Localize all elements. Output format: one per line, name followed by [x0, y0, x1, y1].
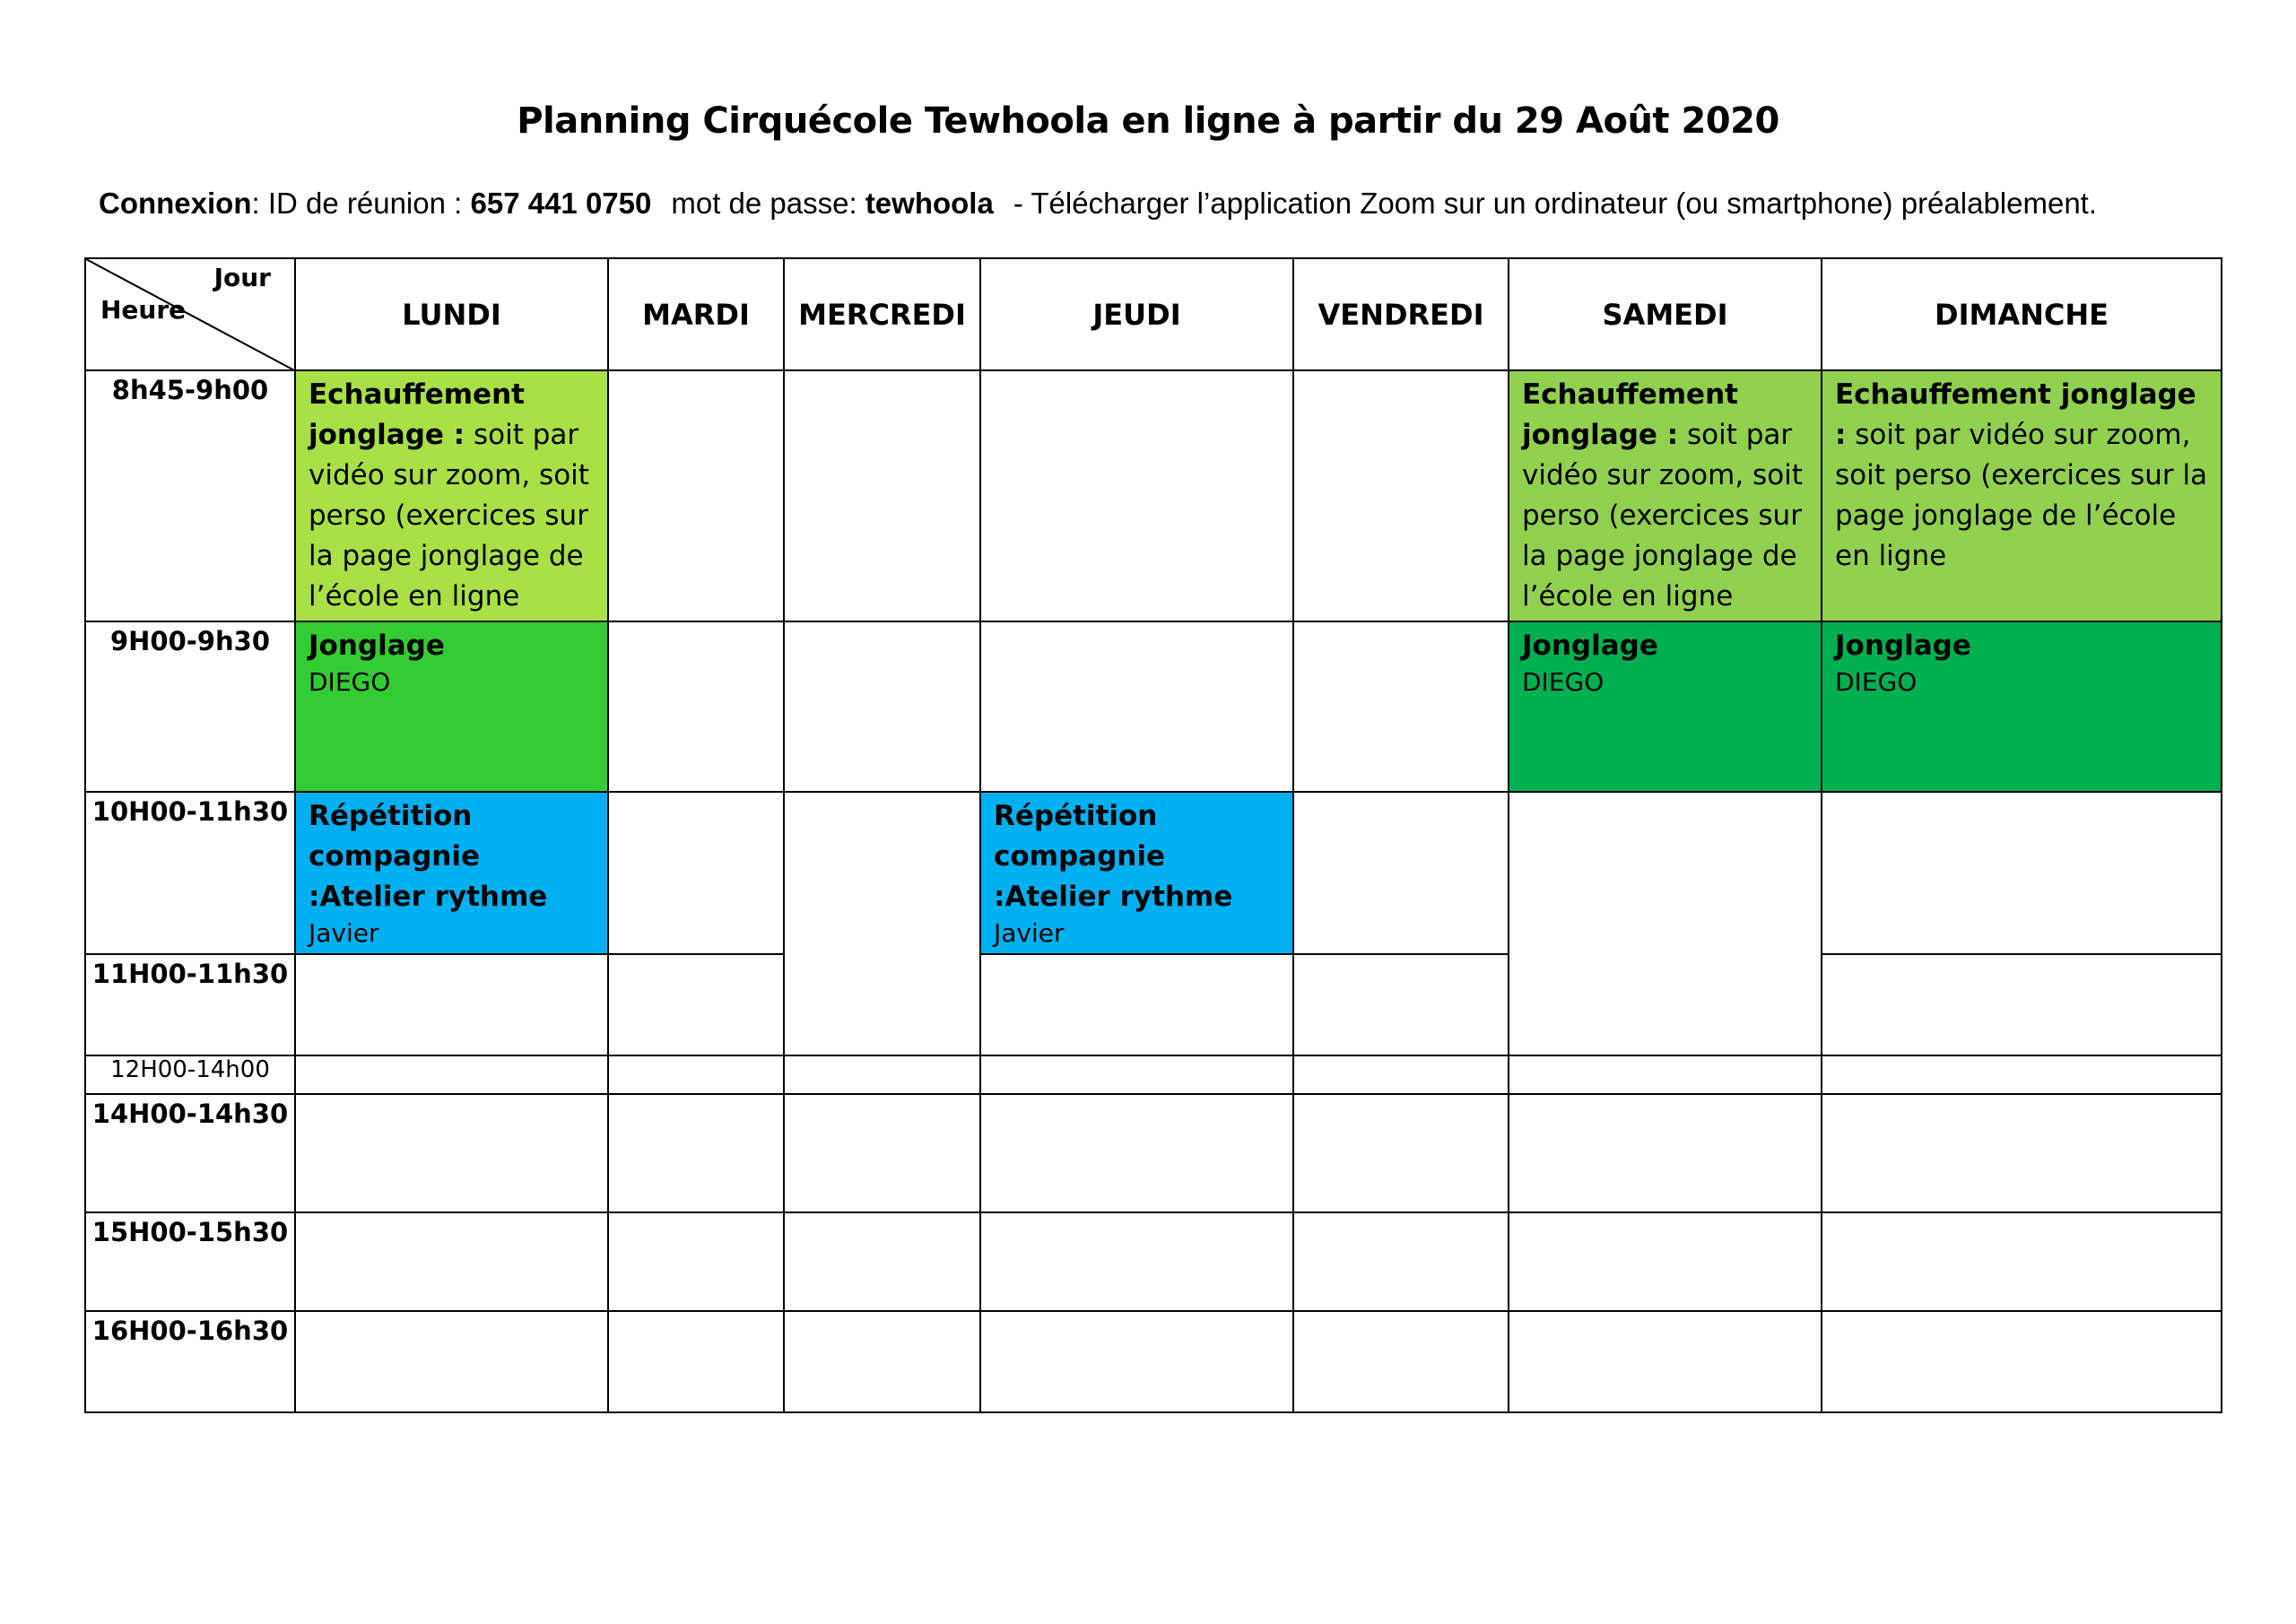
empty-cell — [1509, 1094, 1822, 1212]
connection-info — [99, 187, 2097, 221]
empty-cell-merged — [1509, 792, 1822, 1055]
empty-cell — [784, 1055, 980, 1094]
time-slot: 15H00-15h30 — [85, 1212, 295, 1311]
time-slot: 9H00-9h30 — [85, 621, 295, 792]
schedule-row — [85, 1212, 2222, 1311]
empty-cell — [1293, 370, 1509, 621]
page-title: Planning Cirquécole Tewhoola en ligne à partir du 29 Août 2020 — [517, 100, 1779, 142]
schedule-row — [85, 1311, 2222, 1412]
activity-title: Répétition compagnie :Atelier rythme — [994, 800, 1233, 913]
activity-title: Echauffement jonglage : — [1522, 378, 1738, 451]
day-header-lundi: LUNDI — [295, 258, 608, 370]
day-header-vendredi: VENDREDI — [1293, 258, 1509, 370]
empty-cell — [1822, 1311, 2222, 1412]
empty-cell — [295, 1055, 608, 1094]
corner-day-label: Jour — [213, 263, 271, 292]
activity-title: Répétition compagnie :Atelier rythme — [309, 800, 548, 913]
empty-cell — [1509, 1311, 1822, 1412]
activity-title: Echauffement jonglage : — [309, 378, 525, 451]
empty-cell — [1293, 1311, 1509, 1412]
time-slot: 12H00-14h00 — [85, 1055, 295, 1094]
empty-cell — [1293, 1212, 1509, 1311]
empty-cell — [980, 1094, 1293, 1212]
day-header-jeudi: JEUDI — [980, 258, 1293, 370]
empty-cell — [980, 954, 1293, 1055]
zoom-instructions: - Télécharger l’application Zoom sur un ordinateur (ou smartphone) préalablement. — [1013, 187, 2098, 220]
empty-cell — [1293, 792, 1509, 954]
day-header-samedi: SAMEDI — [1509, 258, 1822, 370]
empty-cell — [1293, 954, 1509, 1055]
empty-cell — [980, 621, 1293, 792]
meeting-id-value: 657 441 0750 — [470, 187, 652, 220]
schedule-row — [85, 1094, 2222, 1212]
empty-cell — [295, 1094, 608, 1212]
activity-rehearsal-jeudi — [980, 792, 1293, 954]
corner-header-cell — [85, 258, 295, 370]
activity-description: soit par vidéo sur zoom, soit perso (exercices sur la page jonglage de l’école en ligne — [1522, 419, 1803, 612]
activity-title: Jonglage — [1522, 630, 1658, 662]
empty-cell — [608, 792, 784, 954]
day-header-dimanche: DIMANCHE — [1822, 258, 2222, 370]
corner-hour-label: Heure — [100, 295, 187, 325]
schedule-row — [85, 954, 2222, 1055]
schedule-table — [84, 257, 2222, 1413]
empty-cell — [608, 1055, 784, 1094]
time-slot: 14H00-14h30 — [85, 1094, 295, 1212]
time-slot: 10H00-11h30 — [85, 792, 295, 954]
empty-cell — [1822, 1212, 2222, 1311]
empty-cell — [295, 1311, 608, 1412]
activity-warmup-dimanche — [1822, 370, 2222, 621]
day-header-mercredi: MERCREDI — [784, 258, 980, 370]
activity-instructor: Javier — [309, 918, 379, 948]
activity-juggling-samedi — [1509, 621, 1822, 792]
empty-cell — [608, 370, 784, 621]
empty-cell — [295, 1212, 608, 1311]
empty-cell — [1293, 1055, 1509, 1094]
header-row — [85, 258, 2222, 370]
empty-cell — [784, 370, 980, 621]
empty-cell — [295, 954, 608, 1055]
empty-cell — [1822, 1094, 2222, 1212]
empty-cell — [608, 954, 784, 1055]
activity-juggling-dimanche — [1822, 621, 2222, 792]
activity-warmup-lundi — [295, 370, 608, 621]
empty-cell — [1822, 792, 2222, 954]
empty-cell — [980, 1212, 1293, 1311]
activity-warmup-samedi — [1509, 370, 1822, 621]
activity-description: soit par vidéo sur zoom, soit perso (exercices sur la page jonglage de l’école en ligne — [1835, 419, 2208, 572]
empty-cell-merged — [784, 792, 980, 1055]
activity-instructor: DIEGO — [1522, 667, 1605, 697]
empty-cell — [1822, 1055, 2222, 1094]
empty-cell — [784, 621, 980, 792]
empty-cell — [980, 370, 1293, 621]
empty-cell — [980, 1055, 1293, 1094]
schedule-row — [85, 621, 2222, 792]
empty-cell — [608, 1212, 784, 1311]
empty-cell — [1822, 954, 2222, 1055]
time-slot: 11H00-11h30 — [85, 954, 295, 1055]
empty-cell — [608, 1094, 784, 1212]
empty-cell — [608, 621, 784, 792]
time-slot: 8h45-9h00 — [85, 370, 295, 621]
activity-instructor: DIEGO — [1835, 667, 1918, 697]
connection-label: Connexion — [99, 187, 252, 220]
empty-cell — [784, 1094, 980, 1212]
day-header-mardi: MARDI — [608, 258, 784, 370]
activity-title: Jonglage — [309, 630, 445, 662]
activity-description: soit par vidéo sur zoom, soit perso (exercices sur la page jonglage de l’école en ligne — [309, 419, 589, 612]
meeting-id-label: : ID de réunion : — [251, 187, 471, 220]
password-value: tewhoola — [865, 187, 994, 220]
empty-cell — [1293, 1094, 1509, 1212]
empty-cell — [1509, 1212, 1822, 1311]
activity-title: Jonglage — [1835, 630, 1971, 662]
empty-cell — [980, 1311, 1293, 1412]
time-slot: 16H00-16h30 — [85, 1311, 295, 1412]
activity-instructor: DIEGO — [309, 667, 391, 697]
activity-title: Echauffement jonglage : — [1835, 378, 2196, 451]
empty-cell — [608, 1311, 784, 1412]
activity-rehearsal-lundi — [295, 792, 608, 954]
password-label: mot de passe: — [671, 187, 865, 220]
activity-juggling-lundi — [295, 621, 608, 792]
empty-cell — [1509, 1055, 1822, 1094]
empty-cell — [784, 1212, 980, 1311]
schedule-row — [85, 370, 2222, 621]
schedule-row — [85, 792, 2222, 954]
empty-cell — [1293, 621, 1509, 792]
activity-instructor: Javier — [994, 918, 1065, 948]
empty-cell — [784, 1311, 980, 1412]
schedule-row-lunch — [85, 1055, 2222, 1094]
